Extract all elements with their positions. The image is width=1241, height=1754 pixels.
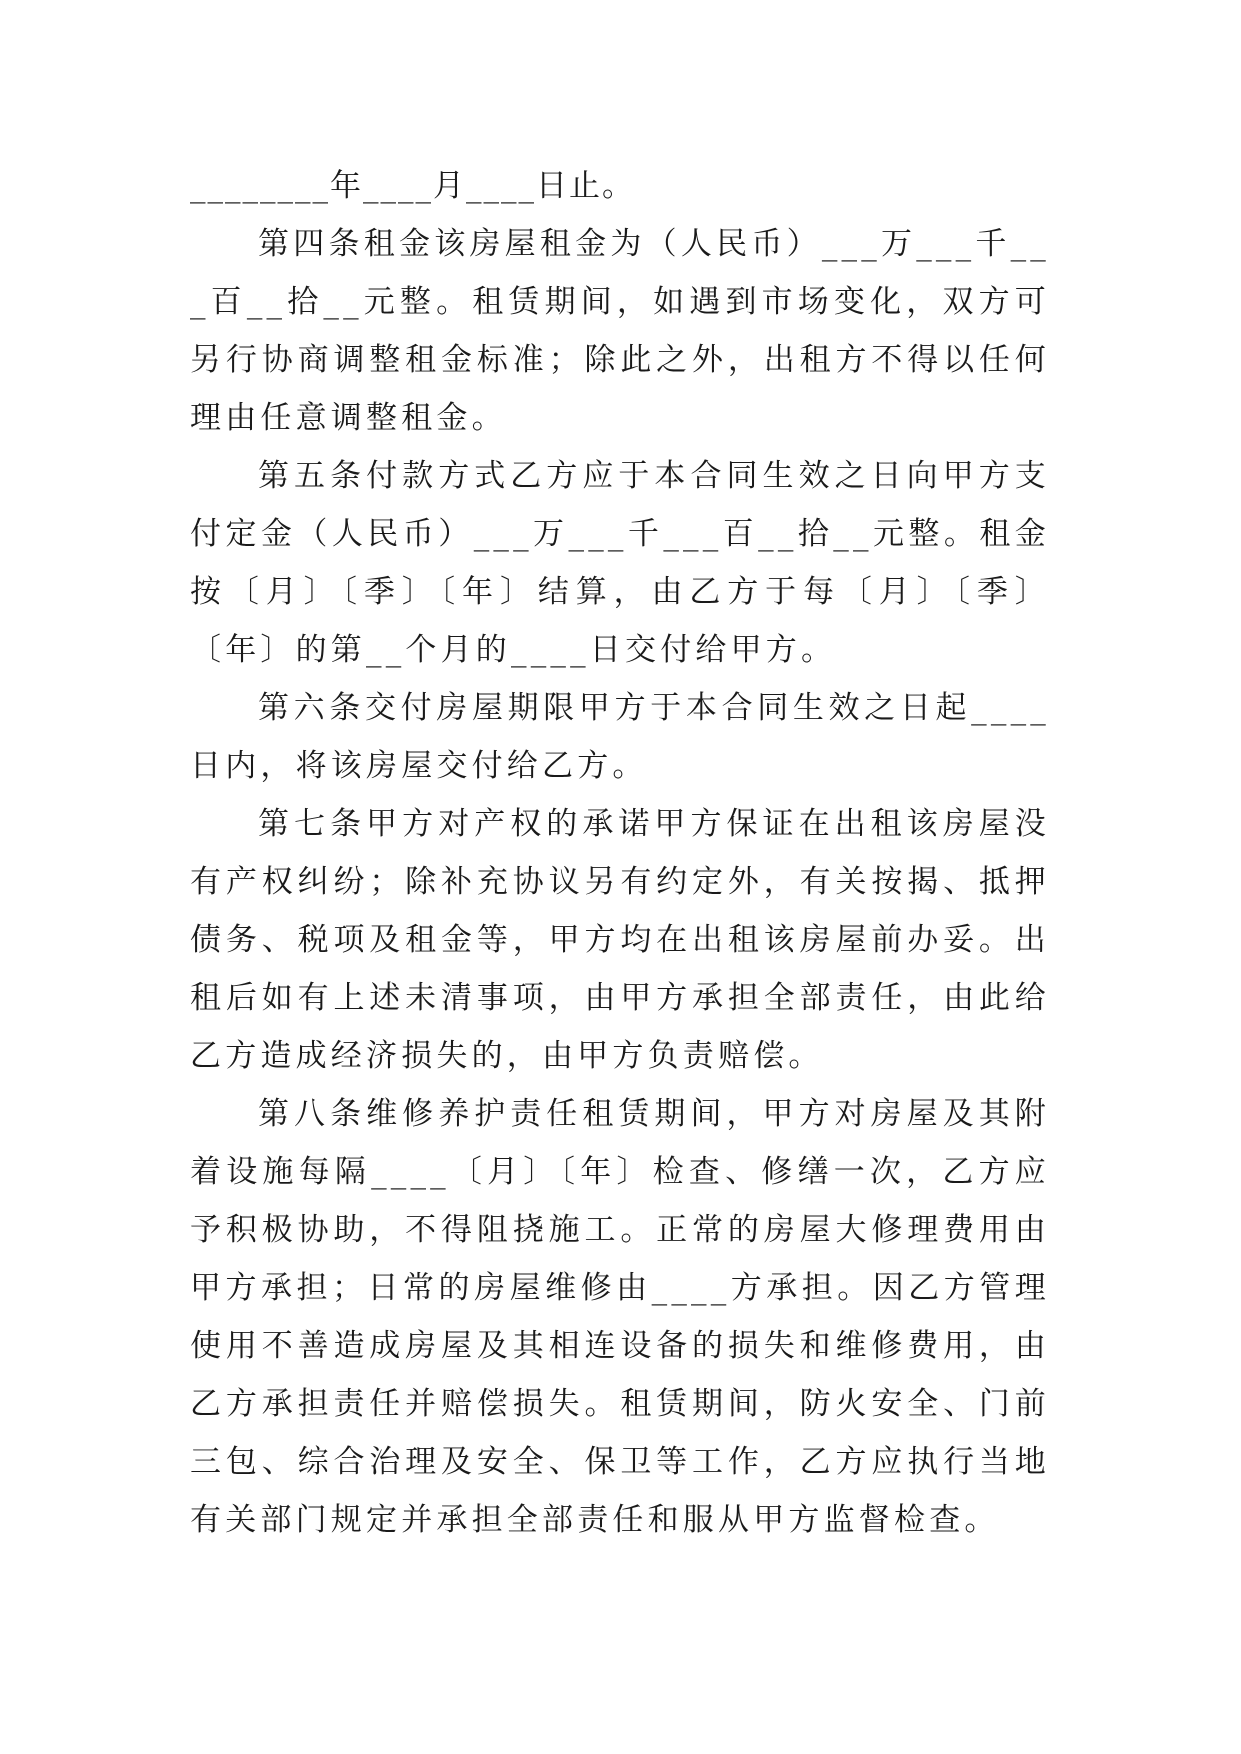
paragraph-article-7-property-rights: 第七条甲方对产权的承诺甲方保证在出租该房屋没有产权纠纷；除补充协议另有约定外，有关按揭、抵押债务、税项及租金等，甲方均在出租该房屋前办妥。出租后如有上述未清事项，由甲方承担全部责任，由此给乙方造成经济损失的，由甲方负责赔偿。 [190, 806, 1050, 1074]
paragraph-article-8-maintenance: 第八条维修养护责任租赁期间，甲方对房屋及其附着设施每隔____〔月〕〔年〕检查、修缮一次，乙方应予积极协助，不得阻挠施工。正常的房屋大修理费用由甲方承担；日常的房屋维修由____方承担。因乙方管理使用不善造成房屋及其相连设备的损失和维修费用，由乙方承担责任并赔偿损失。租赁期间，防火安全、门前三包、综合治理及安全、保卫等工作，乙方应执行当地有关部门规定并承担全部责任和服从甲方监督检查。 [190, 1096, 1050, 1538]
paragraph-date-end: ________年____月____日止。 [190, 168, 635, 204]
paragraph-article-6-handover: 第六条交付房屋期限甲方于本合同生效之日起____日内，将该房屋交付给乙方。 [190, 690, 1050, 784]
paragraph-article-4-rent: 第四条租金该房屋租金为（人民币）___万___千___百__拾__元整。租赁期间，如遇到市场变化，双方可另行协商调整租金标准；除此之外，出租方不得以任何理由任意调整租金。 [190, 226, 1050, 436]
document-body [190, 157, 1050, 1549]
paragraph-article-5-payment: 第五条付款方式乙方应于本合同生效之日向甲方支付定金（人民币）___万___千___百__拾__元整。租金按〔月〕〔季〕〔年〕结算，由乙方于每〔月〕〔季〕〔年〕的第__个月的____日交付给甲方。 [190, 458, 1050, 668]
